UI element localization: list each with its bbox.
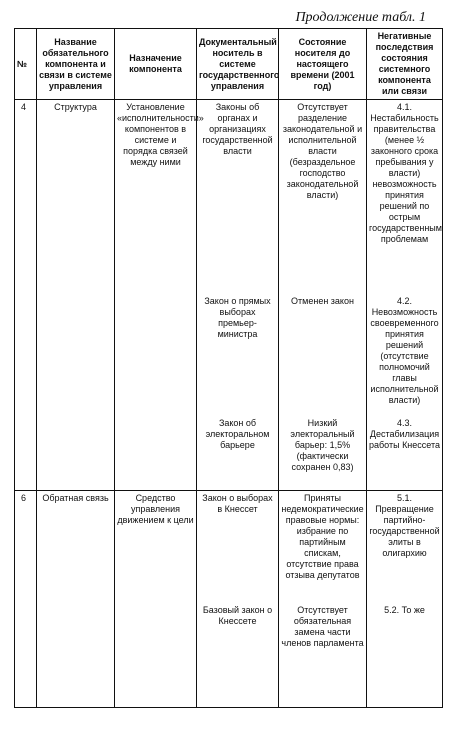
row-state: Отсутствует обязательная замена части членов парламента xyxy=(279,603,367,708)
row-carrier: Закон об электоральном барьере xyxy=(197,416,279,491)
header-carrier: Документальный носитель в системе государственного управления xyxy=(197,29,279,100)
row-state: Приняты недемократические правовые нормы: избрание по партийным спискам, отсутствие права отзыва депутатов xyxy=(279,491,367,604)
row-purpose: Установление «исполнительности» компонентов в системе и порядка связей между ними xyxy=(115,100,197,295)
row-state: Низкий электоральный барьер: 1,5% (фактически сохранен 0,83) xyxy=(279,416,367,491)
row-state: Отсутствует разделение законодательной и исполнительной власти (безраздельное господство законодательной власти) xyxy=(279,100,367,295)
header-state: Состояние носителя до настоящего времени (2001 год) xyxy=(279,29,367,100)
row-carrier: Закон о выборах в Кнессет xyxy=(197,491,279,604)
table-row xyxy=(15,603,443,708)
row-num: 6 xyxy=(15,491,37,604)
row-purpose: Средство управления движением к цели xyxy=(115,491,197,604)
header-consequences: Негативные последствия состояния системного компонента или связи xyxy=(367,29,443,100)
row-consequences: 5.2. То же xyxy=(367,603,443,708)
row-carrier: Базовый закон о Кнессете xyxy=(197,603,279,708)
row-consequences: 4.2. Невозможность своевременного принятия решений (отсутствие полномочий главы исполнительной власти) xyxy=(367,294,443,416)
header-row xyxy=(15,29,443,100)
table-row xyxy=(15,491,443,604)
row-name: Структура xyxy=(37,100,115,295)
header-purpose: Назначение компонента xyxy=(115,29,197,100)
row-consequences: 5.1. Превращение партийно-государственной элиты в олигархию xyxy=(367,491,443,604)
row-carrier: Закон о прямых выборах премьер-министра xyxy=(197,294,279,416)
row-consequences: 4.1. Нестабильность правительства (менее ½ законного срока пребывания у власти) невозможность принятия решений по острым государственным проблемам xyxy=(367,100,443,295)
table-row xyxy=(15,294,443,416)
row-carrier: Законы об органах и организациях государственной власти xyxy=(197,100,279,295)
header-name: Название обязательного компонента и связи в системе управления xyxy=(37,29,115,100)
header-num: № xyxy=(15,29,37,100)
table-row xyxy=(15,100,443,295)
data-table xyxy=(14,28,443,708)
table-caption: Продолжение табл. 1 xyxy=(295,10,426,25)
table-row xyxy=(15,416,443,491)
row-state: Отменен закон xyxy=(279,294,367,416)
row-num: 4 xyxy=(15,100,37,295)
row-consequences: 4.3. Дестабилизация работы Кнессета xyxy=(367,416,443,491)
row-name: Обратная связь xyxy=(37,491,115,604)
